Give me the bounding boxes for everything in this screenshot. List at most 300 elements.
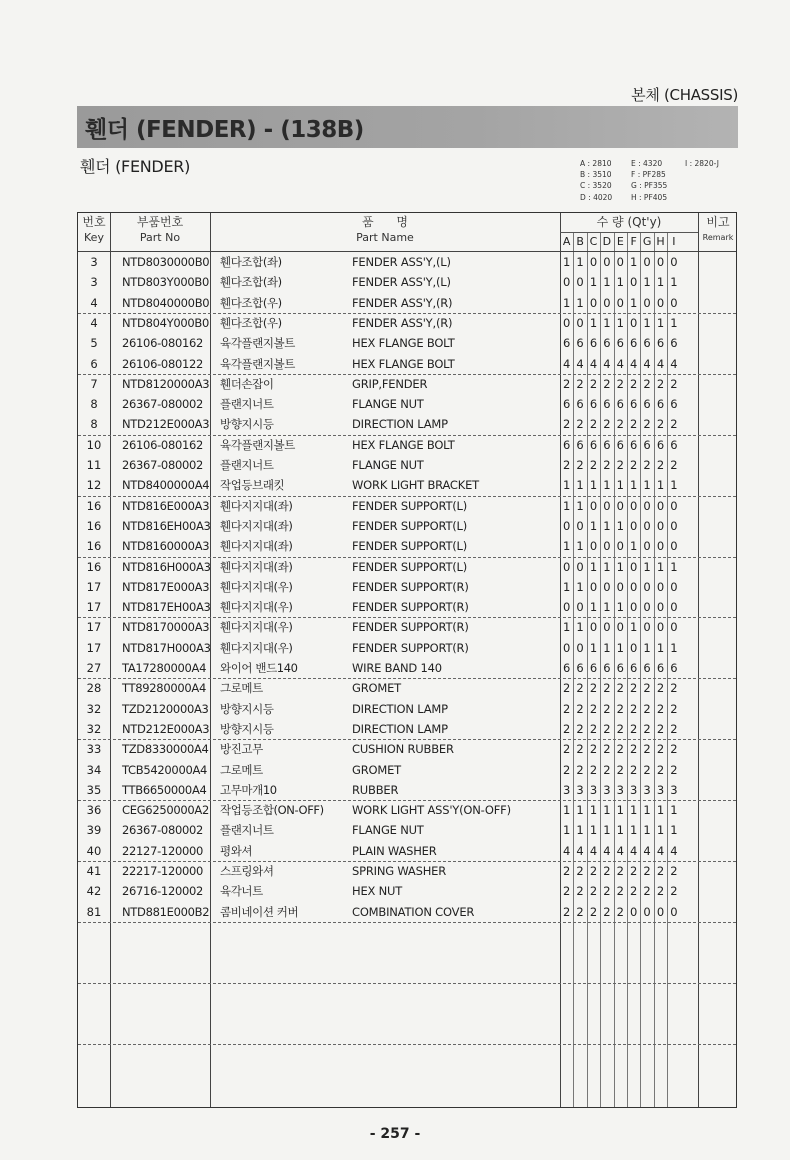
qty-model-letter: F [630, 235, 637, 248]
qty-cell: 0 [616, 579, 624, 594]
qty-cell: 0 [643, 255, 651, 269]
part-number: NTD212E000A3 [122, 417, 210, 432]
part-number: TZD2120000A3 [122, 701, 209, 716]
model-legend-entry: B : 3510 [580, 170, 612, 180]
part-name-korean: 육각플랜지볼트 [220, 336, 295, 351]
part-number: TTB6650000A4 [122, 782, 207, 797]
qty-cell: 0 [643, 904, 651, 919]
qty-cell: 2 [589, 762, 598, 777]
part-name: DIRECTION LAMP [352, 701, 448, 716]
part-name: FLANGE NUT [352, 458, 424, 472]
qty-cell: 0 [670, 255, 678, 269]
qty-cell: 1 [603, 640, 611, 655]
qty-cell: 1 [576, 478, 584, 493]
part-number: NTD8040000B0 [122, 295, 210, 310]
key-number: 12 [86, 478, 102, 493]
key-number: 6 [90, 356, 98, 371]
qty-cell: 0 [630, 498, 638, 513]
qty-cell: 0 [630, 518, 638, 533]
qty-cell: 1 [616, 275, 624, 290]
qty-cell: 2 [643, 376, 651, 391]
qty-cell: 3 [656, 782, 665, 797]
qty-cell: 2 [589, 701, 598, 716]
qty-model-letter: E [616, 235, 624, 248]
qty-cell: 6 [563, 661, 571, 675]
part-name-korean: 휀다지지대(좌) [220, 498, 293, 513]
part-name-korean: 육각플랜지볼트 [220, 437, 295, 452]
qty-cell: 2 [603, 681, 611, 696]
part-number: NTD8030000B0 [122, 255, 210, 269]
qty-cell: 2 [656, 417, 665, 432]
part-number: NTD8170000A3 [122, 620, 210, 635]
qty-cell: 4 [589, 356, 598, 371]
qty-cell: 1 [576, 823, 584, 838]
qty-cell: 6 [670, 397, 678, 412]
qty-cell: 1 [563, 803, 571, 818]
qty-cell: 2 [563, 742, 571, 757]
part-name-korean: 휀다조합(좌) [220, 275, 282, 290]
table-row [78, 577, 736, 597]
qty-cell: 2 [630, 884, 638, 899]
qty-cell: 2 [670, 762, 678, 777]
part-name: HEX FLANGE BOLT [352, 356, 455, 371]
qty-cell: 1 [589, 275, 598, 290]
part-name: FENDER SUPPORT(L) [352, 498, 468, 513]
qty-cell: 0 [630, 640, 638, 655]
qty-cell: 1 [603, 315, 611, 330]
key-number: 4 [90, 315, 98, 330]
key-number: 35 [86, 782, 102, 797]
qty-cell: 0 [616, 620, 624, 635]
qty-cell: 0 [603, 620, 611, 635]
table-row [78, 617, 736, 637]
qty-cell: 6 [576, 661, 584, 675]
qty-cell: 1 [670, 559, 678, 574]
qty-cell: 0 [670, 539, 678, 554]
qty-cell: 6 [630, 336, 638, 351]
qty-cell: 2 [616, 864, 624, 878]
qty-cell: 2 [630, 742, 638, 757]
qty-cell: 6 [656, 437, 665, 452]
qty-cell: 1 [616, 478, 624, 493]
qty-cell: 2 [630, 721, 638, 736]
model-legend-entry: E : 4320 [631, 159, 663, 168]
qty-cell: 6 [563, 336, 571, 351]
qty-cell: 6 [643, 661, 651, 675]
qty-cell: 4 [643, 843, 651, 858]
part-number: NTD817H000A3 [122, 640, 211, 655]
qty-cell: 4 [616, 356, 624, 371]
part-name: GROMET [352, 681, 401, 696]
qty-cell: 2 [589, 681, 598, 696]
key-number: 16 [86, 559, 102, 574]
qty-cell: 2 [589, 742, 598, 757]
qty-cell: 2 [576, 376, 584, 391]
part-name: FENDER SUPPORT(R) [352, 620, 469, 635]
qty-cell: 2 [576, 742, 584, 757]
table-row [78, 252, 736, 272]
qty-cell: 0 [616, 255, 624, 269]
qty-cell: 4 [563, 356, 571, 371]
qty-cell: 2 [589, 458, 598, 472]
qty-cell: 2 [616, 721, 624, 736]
table-row [78, 699, 736, 719]
qty-cell: 2 [563, 904, 571, 919]
qty-cell: 1 [563, 539, 571, 554]
table-row [78, 414, 736, 434]
qty-cell: 0 [656, 904, 665, 919]
qty-cell: 1 [563, 620, 571, 635]
qty-cell: 0 [670, 600, 678, 615]
key-number: 40 [86, 843, 102, 858]
qty-cell: 3 [630, 782, 638, 797]
row-divider [78, 374, 736, 375]
qty-cell: 2 [670, 864, 678, 878]
table-row [78, 455, 736, 475]
qty-cell: 3 [670, 782, 678, 797]
header-part-name: 품 명 Part Name [356, 215, 414, 244]
qty-cell: 2 [563, 681, 571, 696]
table-row [78, 820, 736, 840]
qty-cell: 1 [656, 315, 665, 330]
qty-cell: 0 [643, 600, 651, 615]
part-number: NTD881E000B2 [122, 904, 210, 919]
qty-cell: 6 [670, 437, 678, 452]
qty-cell: 1 [643, 315, 651, 330]
qty-cell: 2 [603, 904, 611, 919]
qty-cell: 1 [630, 255, 638, 269]
qty-cell: 0 [576, 640, 584, 655]
qty-cell: 6 [616, 661, 624, 675]
part-name-korean: 휀다지지대(우) [220, 600, 293, 615]
key-number: 11 [86, 458, 102, 472]
qty-cell: 1 [576, 620, 584, 635]
qty-cell: 1 [656, 559, 665, 574]
qty-cell: 1 [630, 823, 638, 838]
qty-cell: 1 [656, 640, 665, 655]
part-name: HEX NUT [352, 884, 403, 899]
model-legend-entry [685, 180, 736, 191]
qty-cell: 6 [670, 661, 678, 675]
part-name: WORK LIGHT BRACKET [352, 478, 479, 493]
qty-cell: 0 [576, 518, 584, 533]
qty-cell: 1 [616, 823, 624, 838]
part-name-korean: 작업등브래킷 [220, 478, 285, 493]
qty-cell: 1 [589, 640, 598, 655]
qty-cell: 1 [630, 620, 638, 635]
qty-cell: 0 [616, 498, 624, 513]
qty-cell: 1 [670, 315, 678, 330]
table-row [78, 557, 736, 577]
qty-cell: 1 [603, 478, 611, 493]
qty-cell: 2 [616, 701, 624, 716]
qty-cell: 2 [563, 458, 571, 472]
qty-cell: 2 [589, 376, 598, 391]
qty-cell: 6 [563, 437, 571, 452]
part-number: NTD816E000A3 [122, 498, 210, 513]
page-number: - 257 - [369, 1126, 421, 1142]
model-legend-entry: F : PF285 [631, 170, 666, 180]
qty-cell: 0 [563, 640, 571, 655]
qty-cell: 1 [616, 600, 624, 615]
row-divider [78, 739, 736, 740]
part-name-korean: 육각너트 [220, 884, 263, 899]
qty-cell: 2 [670, 458, 678, 472]
qty-model-letter: G [642, 235, 652, 248]
qty-cell: 0 [563, 518, 571, 533]
qty-cell: 6 [630, 397, 638, 412]
qty-cell: 0 [630, 904, 638, 919]
qty-cell: 2 [603, 721, 611, 736]
qty-cell: 2 [576, 681, 584, 696]
part-name: PLAIN WASHER [352, 843, 437, 858]
qty-cell: 1 [643, 478, 651, 493]
part-name: SPRING WASHER [352, 864, 446, 878]
qty-cell: 0 [630, 579, 638, 594]
qty-cell: 2 [670, 721, 678, 736]
qty-cell: 0 [670, 295, 678, 310]
key-number: 16 [86, 518, 102, 533]
row-divider [78, 435, 736, 436]
qty-cell: 6 [630, 437, 638, 452]
part-name-korean: 방향지시등 [220, 701, 274, 716]
part-number: CEG6250000A2 [122, 803, 210, 818]
qty-cell: 2 [616, 458, 624, 472]
part-number: 26716-120002 [122, 884, 204, 899]
table-row [78, 333, 736, 353]
qty-cell: 0 [603, 255, 611, 269]
part-name: FLANGE NUT [352, 823, 424, 838]
qty-cell: 2 [643, 681, 651, 696]
qty-cell: 1 [670, 478, 678, 493]
model-legend-entry [685, 169, 736, 180]
qty-model-letter: D [602, 235, 612, 248]
part-name: RUBBER [352, 782, 399, 797]
qty-cell: 0 [630, 275, 638, 290]
qty-cell: 2 [670, 701, 678, 716]
qty-model-letter: B [576, 235, 584, 248]
row-divider [78, 1044, 736, 1045]
qty-cell: 0 [616, 539, 624, 554]
qty-cell: 2 [603, 762, 611, 777]
qty-cell: 2 [603, 884, 611, 899]
part-name-korean: 휀다조합(우) [220, 295, 282, 310]
part-name-korean: 와이어 밴드140 [220, 661, 298, 675]
part-name-korean: 플랜지너트 [220, 397, 274, 412]
qty-cell: 2 [643, 884, 651, 899]
qty-cell: 0 [603, 498, 611, 513]
part-name-korean: 플랜지너트 [220, 458, 274, 472]
qty-cell: 2 [563, 417, 571, 432]
qty-cell: 2 [616, 681, 624, 696]
qty-cell: 0 [576, 315, 584, 330]
qty-cell: 1 [576, 803, 584, 818]
qty-cell: 0 [656, 295, 665, 310]
part-name-korean: 육각플랜지볼트 [220, 356, 295, 371]
qty-cell: 1 [589, 823, 598, 838]
qty-cell: 6 [630, 661, 638, 675]
table-row [78, 435, 736, 455]
qty-cell: 2 [603, 701, 611, 716]
qty-cell: 2 [576, 458, 584, 472]
qty-model-letter: H [656, 235, 665, 248]
qty-cell: 1 [576, 579, 584, 594]
qty-cell: 1 [589, 315, 598, 330]
qty-cell: 1 [576, 498, 584, 513]
qty-cell: 1 [630, 295, 638, 310]
part-name-korean: 방진고무 [220, 742, 263, 757]
qty-cell: 6 [616, 437, 624, 452]
qty-cell: 2 [589, 417, 598, 432]
part-number: 26367-080002 [122, 397, 204, 412]
qty-cell: 2 [643, 721, 651, 736]
qty-cell: 1 [576, 295, 584, 310]
qty-cell: 1 [630, 803, 638, 818]
qty-cell: 2 [603, 417, 611, 432]
qty-cell: 6 [643, 437, 651, 452]
qty-cell: 6 [576, 437, 584, 452]
part-name: FENDER ASS'Y,(L) [352, 255, 451, 269]
part-number: TA17280000A4 [122, 661, 207, 675]
qty-cell: 0 [670, 518, 678, 533]
qty-cell: 6 [603, 336, 611, 351]
qty-cell: 6 [589, 336, 598, 351]
qty-cell: 4 [670, 843, 678, 858]
key-number: 5 [90, 336, 98, 351]
qty-cell: 2 [576, 884, 584, 899]
qty-cell: 1 [630, 539, 638, 554]
table-row [78, 760, 736, 780]
table-row [78, 719, 736, 739]
qty-cell: 1 [656, 803, 665, 818]
part-number: 26367-080002 [122, 823, 204, 838]
key-number: 34 [86, 762, 102, 777]
qty-cell: 1 [576, 539, 584, 554]
qty-cell: 1 [603, 559, 611, 574]
part-number: TCB5420000A4 [122, 762, 208, 777]
table-row [78, 475, 736, 495]
qty-cell: 6 [576, 336, 584, 351]
part-number: NTD816EH00A3 [122, 518, 211, 533]
part-number: 26106-080162 [122, 336, 204, 351]
part-name-korean: 평와셔 [220, 843, 253, 858]
part-name: FENDER SUPPORT(R) [352, 640, 469, 655]
qty-cell: 2 [656, 376, 665, 391]
qty-cell: 4 [576, 356, 584, 371]
part-number: NTD8400000A4 [122, 478, 210, 493]
qty-cell: 2 [576, 417, 584, 432]
qty-cell: 2 [670, 742, 678, 757]
table-row [78, 516, 736, 536]
key-number: 39 [86, 823, 102, 838]
table-row [78, 272, 736, 292]
qty-cell: 2 [630, 417, 638, 432]
table-row [78, 780, 736, 800]
key-number: 27 [86, 661, 102, 675]
part-name-korean: 휀다지지대(좌) [220, 518, 293, 533]
qty-cell: 6 [616, 397, 624, 412]
part-name-korean: 휀다조합(우) [220, 315, 282, 330]
qty-cell: 0 [589, 498, 598, 513]
qty-cell: 6 [616, 336, 624, 351]
qty-cell: 4 [656, 356, 665, 371]
qty-cell: 1 [603, 275, 611, 290]
qty-cell: 0 [563, 559, 571, 574]
qty-cell: 2 [603, 376, 611, 391]
qty-cell: 1 [670, 640, 678, 655]
qty-cell: 2 [589, 721, 598, 736]
table-row [78, 374, 736, 394]
part-number: 26367-080002 [122, 458, 204, 472]
qty-cell: 0 [670, 579, 678, 594]
qty-cell: 6 [576, 397, 584, 412]
table-row [78, 841, 736, 861]
qty-cell: 2 [576, 864, 584, 878]
qty-cell: 0 [643, 295, 651, 310]
table-row [78, 902, 736, 922]
qty-cell: 0 [643, 518, 651, 533]
qty-cell: 0 [643, 579, 651, 594]
qty-cell: 2 [656, 681, 665, 696]
qty-cell: 2 [589, 904, 598, 919]
key-number: 28 [86, 681, 102, 696]
qty-cell: 2 [656, 721, 665, 736]
qty-cell: 2 [656, 701, 665, 716]
table-row [78, 658, 736, 678]
qty-cell: 2 [643, 742, 651, 757]
model-legend-row [580, 169, 740, 180]
qty-cell: 0 [656, 498, 665, 513]
table-row [78, 293, 736, 313]
row-divider [78, 861, 736, 862]
qty-cell: 0 [616, 295, 624, 310]
key-number: 17 [86, 579, 102, 594]
part-number: NTD803Y000B0 [122, 275, 210, 290]
qty-cell: 0 [656, 600, 665, 615]
qty-cell: 1 [643, 823, 651, 838]
subsection-title: 휀더 (FENDER) [80, 157, 191, 176]
qty-cell: 0 [576, 275, 584, 290]
qty-cell: 2 [656, 742, 665, 757]
qty-cell: 6 [603, 661, 611, 675]
part-name: FENDER SUPPORT(R) [352, 579, 469, 594]
table-row [78, 678, 736, 698]
qty-cell: 2 [643, 701, 651, 716]
qty-cell: 0 [589, 579, 598, 594]
key-number: 4 [90, 295, 98, 310]
key-number: 16 [86, 539, 102, 554]
model-legend-entry [685, 192, 736, 203]
table-row [78, 638, 736, 658]
table-row [78, 394, 736, 414]
qty-cell: 1 [576, 255, 584, 269]
qty-cell: 3 [603, 782, 611, 797]
part-name: FENDER ASS'Y,(R) [352, 295, 453, 310]
qty-cell: 2 [656, 458, 665, 472]
part-name: GRIP,FENDER [352, 376, 428, 391]
key-number: 7 [90, 376, 98, 391]
key-number: 36 [86, 803, 102, 818]
key-number: 16 [86, 498, 102, 513]
qty-cell: 2 [643, 762, 651, 777]
row-divider [78, 496, 736, 497]
qty-cell: 1 [670, 803, 678, 818]
qty-cell: 1 [643, 803, 651, 818]
model-legend-entry: A : 2810 [580, 159, 612, 168]
qty-cell: 0 [630, 315, 638, 330]
qty-cell: 1 [616, 518, 624, 533]
qty-cell: 0 [563, 315, 571, 330]
